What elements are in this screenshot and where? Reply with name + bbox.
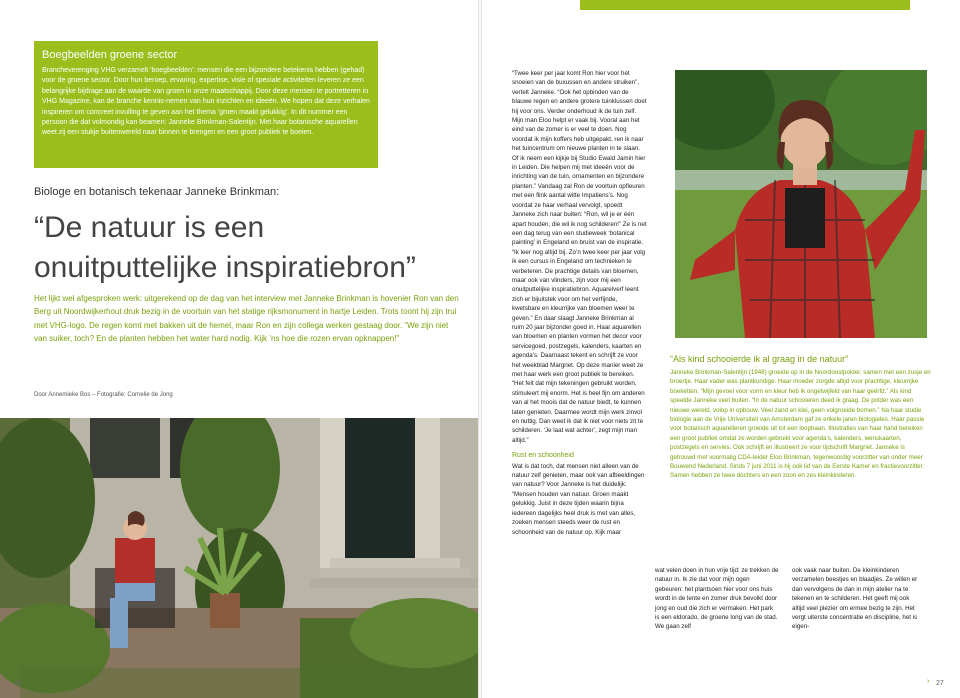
- article-subtitle: Biologe en botanisch tekenaar Janneke Brinkman:: [34, 186, 280, 198]
- sidebar-quote-heading: “Als kind schooierde ik al graag in de natuur”: [670, 354, 849, 364]
- bottom-column-3: ook vaak naar buiten. De kleinkinderen verzamelen beestjes en blaadjes. Ze willen er dan vervolgens de dan in mijn atelier na te tekenen en te schilderen. Het geeft mij ook altijd veel plezier om ermee bezig te zijn. Het vergt uiterste concentratie en discipline, het is eigen-: [792, 567, 918, 631]
- page-number-left: 26: [14, 680, 22, 687]
- article-headline: “De natuur is een onuitputtelijke inspiratiebron”: [34, 211, 416, 284]
- biography-text: Janneke Brinkman-Salentijn (1948) groeide op in de Noordoostpolder, samen met een zusje en broertje. Haar vader was plantkundige. Haar moeder zorgde altijd voor prachtige, kleurrijke boeketten. “Mijn gevoel voor vorm en kleur heb ik ongetwijfeld van haar geërfd.” Als kind speelde Janneke veel buiten. “In de natuur schooieren deed ik graag. De polder was een nieuwe wereld, volop in opbouw. Veel zand en klei, geen volgroeide bomen.” Na haar studie biologie aan de Vrije Universiteit van Amsterdam gaf ze enkele jaren biologieles. Haar passie voor botanisch aquarelleren groeide uit tot een loopbaan. Illustraties van haar hand bereiken een groot publiek omdat ze worden gebruikt voor agenda’s, kalenders, wenskaarten, postzegels en servies. Ook schrijft en illustreert ze voor tijdschrift Margriet. Janneke is getrouwd met voormalig CDA-leider Eloo Brinkman, tegenwoordig voorzitter van onder meer Bouwend Nederland. Sinds 7 juni 2011 is hij ook lid van de Eerste Kamer en fractievoorzitter. Samen hebben ze twee dochters en een zoon en zes kleinkinderen.: [670, 369, 931, 480]
- article-credit: Door Annemieke Bos – Fotografie: Cornelie de Jong: [34, 392, 173, 398]
- top-accent-bar: [580, 0, 910, 10]
- bottom-column-2: wat velen doen in hun vrije tijd: ze trekken de natuur in. Ik zie dat voor mijn ogen gebeuren: het plantsoen hier voor ons huis wordt in de lente en zomer druk bevolkt door jong en oud die zich er vermaken. Het park is een eldorado, de groene long van de stad. We gaan zelf: [655, 567, 779, 631]
- garden-photo-illustration: [0, 418, 480, 698]
- sidebar-box: [34, 41, 378, 168]
- portrait-photo-illustration: [675, 70, 927, 338]
- page-number-right: 27: [936, 680, 944, 687]
- garden-photo: [0, 418, 480, 698]
- portrait-photo: [675, 70, 927, 338]
- column-paragraph: Wat is dat toch, dat mensen niet alleen van de natuur zelf genieten, maar ook van afbeeldingen van natuur? Voor Janneke is het duidelijk: “Mensen houden van natuur. Groen maakt gelukkig. Juist in deze tijden waarin bijna iedereen dagelijks heel druk is met van alles, zoeken mensen steeds weer de rust en schoonheid van de natuur op. Kijk maar: [512, 462, 645, 536]
- article-column: [512, 69, 647, 537]
- right-page: [480, 0, 960, 698]
- continue-arrow-icon: ›: [927, 678, 930, 685]
- column-subheading: Rust en schoonheid: [512, 452, 574, 460]
- column-paragraph: “Twee keer per jaar komt Ron hier voor het snoeien van de buxussen en andere struiken”, vertelt Janneke. “Ook het opbinden van de blauwe regen en andere grotere tuinklussen doet hij voor ons. Verder onderhoud ik de tuin zelf. Mijn man Eloo helpt er vaak bij. Vooral aan het eind van de zomer is er veel te doen. Nog voordat ik mijn koffers heb uitgepakt, ren ik naar het tuincentrum om nieuwe planten in te slaan. Of ik neem een kijkje bij Studio Ewald Jamin hier in Leiden. Die helpen mij met ideeën voor de inrichting van de tuin, ornamenten en bijzondere planten.” Vandaag zal Ron de voortuin opfleuren met een flink aantal witte Impatiens’s. Nog voordat ze haar verhaal vervolgt, spoedt Janneke zich naar buiten: “Ron, wil je er één apart houden, die wil ik nog schilderen!” Ze is net een dag terug van een studieweek ‘botanical painting’ in Engeland en bruist van de inspiratie. “Ik leer nog altijd bij. Zo’n twee keer per jaar volg ik een cursus in Engeland om technieken te verbeteren. De prachtige details van bloemen, maar ook van vlinders, zijn voor mij een onuitputtelijke inspiratiebron. Aquarelverf leent zich er bijuitstek voor om het verfijnde, kwetsbare en kleurrijke van bloemen weer te geven.” En daar slaagt Janneke Brinkman al ruim 20 jaar bijzonder goed in. Haar aquarellen van bloemen en planten vormen het decor voor servicegoed, postzegels, kalenders, kaarten en agenda’s. Daarnaast tekent en schrijft ze voor het weekblad Margriet. Op deze manier weet ze met haar werk een groot publiek te bereiken. “Het feit dat mijn tekeningen gebruikt worden, stimuleert mij enorm. Het is heel fijn om anderen van al het moois dat de natuur biedt, te kunnen laten genieten. Daarmee wordt mijn werk zinvol en nuttig. Dan weet ik dat ik niet voor niets zit te schilderen. ‘Je laat wat achter’, zegt mijn man altijd.”: [512, 70, 647, 444]
- article-intro: Het lijkt wel afgesproken werk: uitgerekend op de dag van het interview met Janneke Brinkman is hovenier Ron van den Berg uit Noordwijkerhout druk bezig in de voortuin van het statige rijksmonument in hartje Leiden. Trots toont hij zijn trui met VHG-logo. De regen komt met bakken uit de hemel, maar Ron en zijn collega werken gestaag door. “We zijn niet van suiker, toch? En de planten hebben het water hard nodig. Kijk ’ns hoe die rozen ervan opknappen!”: [34, 294, 459, 343]
- sidebar-box-body: Brancheverenging VHG verzamelt 'boegbeelden': mensen die een bijzondere betekenis hebben (gehad) voor de groene sector. Door hun beroep, ervaring, expertise, visie of speciale activiteiten leveren ze een belangrijke bijdrage aan de waarde van groen in onze maatschappij. Door deze mensen te portretteren in VHG Magazine, kan de branche kennis-nemen van hun inzichten en ideeën. We hopen dat deze verhalen inspireren om concreet invulling te geven aan het thema 'groen maakt gelukkig'. In dit nummer een persoon die dat volmondig kan beamen: Janneke Brinkman-Salentijn. Met haar botanische aquarellen weet zij een stukje buitenwereld naar binnen te brengen en een groot publiek te boeien.: [42, 67, 370, 137]
- sidebar-box-title: Boegbeelden groene sector: [42, 49, 178, 61]
